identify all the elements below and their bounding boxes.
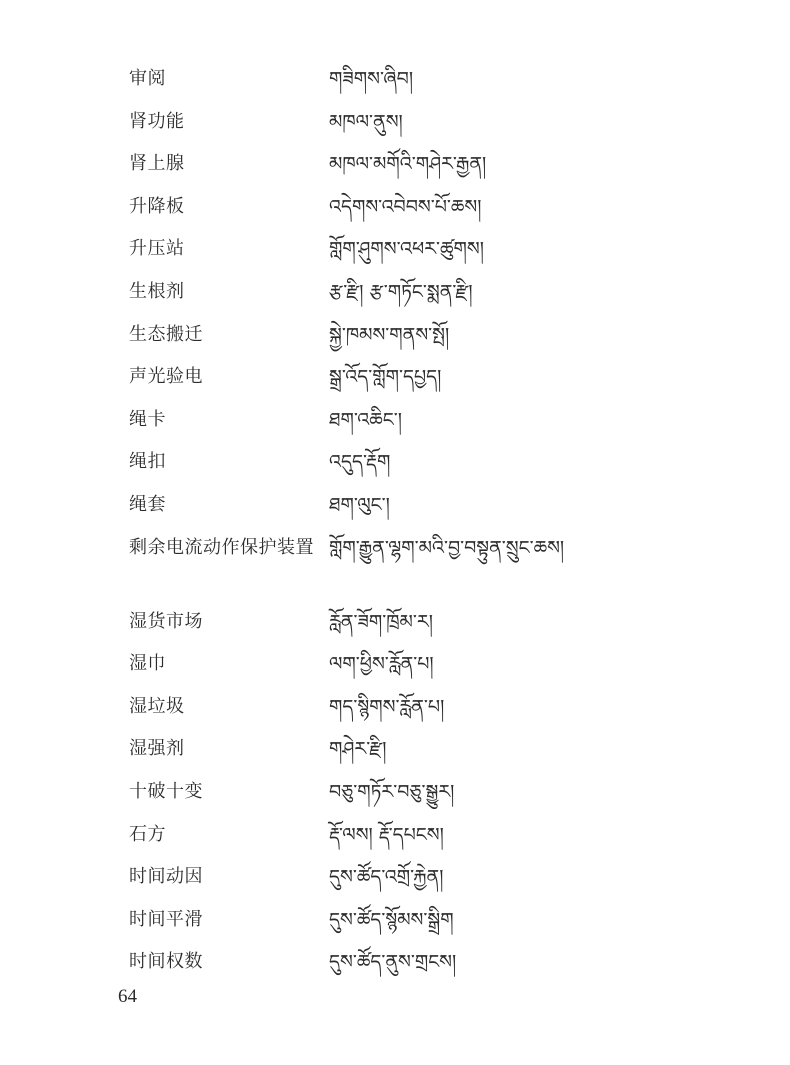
entry-row — [129, 489, 749, 532]
tibetan-term: རྩ་རྫི། རྩ་གཏོང་སྨན་རྫི། — [329, 280, 473, 303]
chinese-term: 肾上腺 — [129, 153, 185, 175]
tibetan-term: གློག་རྒྱུན་ལྷག་མའི་བྱ་བསྟུན་སྲུང་ཆས། — [329, 536, 565, 559]
entry-row — [129, 233, 749, 276]
tibetan-term: དུས་ཚོད་ནུས་གྲངས། — [329, 951, 457, 974]
tibetan-term: འདུད་རྡོག — [329, 451, 391, 474]
entry-row — [129, 532, 749, 606]
tibetan-term: དུས་ཚོད་འགྲོ་རྐྱེན། — [329, 866, 444, 889]
entry-row — [129, 319, 749, 362]
chinese-term: 绳扣 — [129, 451, 166, 473]
chinese-term: 绳套 — [129, 493, 166, 515]
entry-row — [129, 776, 749, 819]
chinese-term: 绳卡 — [129, 408, 166, 430]
tibetan-term: མཁལ་ནུས། — [329, 110, 403, 133]
entry-list — [129, 63, 749, 989]
tibetan-term: འདེགས་འབེབས་པོ་ཆས། — [329, 195, 482, 218]
chinese-term: 时间平滑 — [129, 908, 203, 930]
entry-row — [129, 148, 749, 191]
chinese-term: 时间权数 — [129, 951, 203, 973]
entry-row — [129, 606, 749, 649]
tibetan-term: གཤེར་རྫི། — [329, 738, 387, 761]
chinese-term: 湿垃圾 — [129, 695, 185, 717]
chinese-term: 声光验电 — [129, 366, 203, 388]
chinese-term: 时间动因 — [129, 866, 203, 888]
entry-row — [129, 276, 749, 319]
chinese-term: 升降板 — [129, 195, 185, 217]
entry-row — [129, 691, 749, 734]
entry-row — [129, 106, 749, 149]
entry-row — [129, 904, 749, 947]
entry-row — [129, 191, 749, 234]
entry-row — [129, 404, 749, 447]
entry-row — [129, 446, 749, 489]
tibetan-term: སྒྲ་འོད་གློག་དཔྱད། — [329, 366, 442, 389]
chinese-term: 审阅 — [129, 68, 166, 89]
chinese-term: 石方 — [129, 823, 166, 845]
entry-row — [129, 63, 749, 106]
entry-row — [129, 861, 749, 904]
chinese-term: 肾功能 — [129, 110, 185, 132]
tibetan-term: རྡོ་ལས། རྡོ་དཔངས། — [329, 823, 444, 846]
tibetan-term: དུས་ཚོད་སྙོམས་སྒྲིག — [329, 908, 454, 931]
tibetan-term: གློག་ཤུགས་འཕར་ཚུགས། — [329, 238, 484, 261]
chinese-term: 生态搬迁 — [129, 323, 203, 345]
entry-row — [129, 819, 749, 862]
tibetan-term: གད་སྙིགས་རློན་པ། — [329, 695, 445, 718]
tibetan-term: ལག་ཕྱིས་རློན་པ། — [329, 653, 434, 676]
entry-row — [129, 733, 749, 776]
tibetan-term: ཐག་འཆིང་། — [329, 408, 402, 431]
chinese-term: 剩余电流动作保护装置 — [129, 536, 314, 558]
chinese-term: 升压站 — [129, 238, 185, 260]
chinese-term: 湿货市场 — [129, 610, 203, 632]
tibetan-term: གཟིགས་ཞིབ། — [329, 68, 414, 90]
entry-row — [129, 648, 749, 691]
chinese-term: 十破十变 — [129, 780, 203, 802]
chinese-term: 湿强剂 — [129, 738, 185, 760]
chinese-term: 生根剂 — [129, 280, 185, 302]
entry-row — [129, 361, 749, 404]
tibetan-term: མཁལ་མགོའི་གཤེར་རྒྱན། — [329, 153, 487, 176]
tibetan-term: བཅུ་གཏོར་བཅུ་སྒྱུར། — [329, 780, 455, 803]
entry-row — [129, 946, 749, 989]
tibetan-term: སྐྱེ་ཁམས་གནས་སྤོ། — [329, 323, 450, 346]
page-number: 64 — [118, 986, 137, 1007]
tibetan-term: ཐག་ལུང་། — [329, 493, 390, 516]
chinese-term: 湿巾 — [129, 653, 166, 675]
tibetan-term: རློན་ཟོག་ཁྲོམ་ར། — [329, 610, 433, 633]
